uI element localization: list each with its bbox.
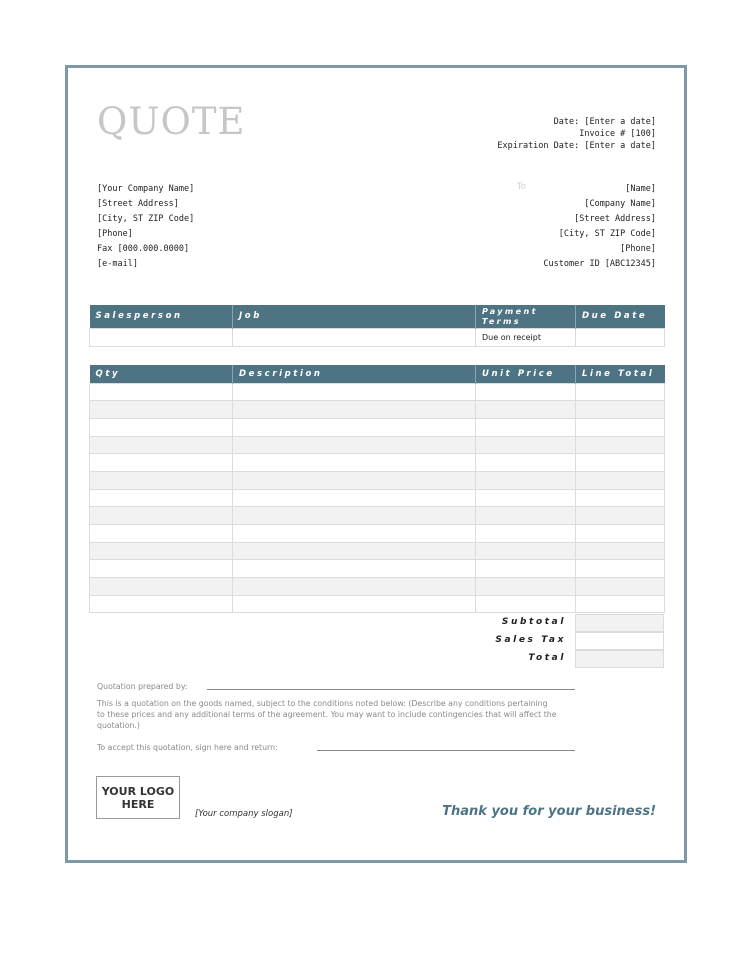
unit-price-cell[interactable] xyxy=(476,595,576,613)
line-total-cell[interactable] xyxy=(576,507,665,525)
description-cell[interactable] xyxy=(233,560,476,578)
description-cell[interactable] xyxy=(233,489,476,507)
logo-text-line1: YOUR LOGO xyxy=(101,784,175,798)
description-cell[interactable] xyxy=(233,418,476,436)
table-row xyxy=(90,542,665,560)
line-total-cell[interactable] xyxy=(576,595,665,613)
qty-cell[interactable] xyxy=(90,418,233,436)
salesperson-cell[interactable] xyxy=(90,328,233,346)
unit-price-cell[interactable] xyxy=(476,507,576,525)
qty-cell[interactable] xyxy=(90,383,233,401)
line-items-header xyxy=(90,365,665,383)
date-field[interactable]: Date: [Enter a date] xyxy=(553,117,656,127)
subtotal-field[interactable] xyxy=(575,614,664,632)
logo-text-line2: HERE xyxy=(121,797,155,811)
from-email[interactable]: [e-mail] xyxy=(97,259,138,269)
description-cell[interactable] xyxy=(233,542,476,560)
unit-price-cell[interactable] xyxy=(476,401,576,419)
sales-tax-field[interactable] xyxy=(575,632,664,650)
qty-cell[interactable] xyxy=(90,471,233,489)
page-title: QUOTE xyxy=(97,100,246,143)
qty-cell[interactable] xyxy=(90,578,233,596)
from-fax[interactable]: Fax [000.000.0000] xyxy=(97,244,190,254)
description-cell[interactable] xyxy=(233,595,476,613)
line-total-cell[interactable] xyxy=(576,489,665,507)
table-row xyxy=(90,418,665,436)
to-name[interactable]: [Name] xyxy=(625,184,656,194)
table-row xyxy=(90,471,665,489)
logo-placeholder[interactable] xyxy=(96,776,180,819)
qty-cell[interactable] xyxy=(90,401,233,419)
line-total-cell[interactable] xyxy=(576,401,665,419)
unit-price-cell[interactable] xyxy=(476,454,576,472)
qty-cell[interactable] xyxy=(90,560,233,578)
unit-price-cell[interactable] xyxy=(476,542,576,560)
description-cell[interactable] xyxy=(233,507,476,525)
total-label: Total xyxy=(528,653,566,663)
qty-cell[interactable] xyxy=(90,454,233,472)
line-total-cell[interactable] xyxy=(576,525,665,543)
table-row xyxy=(90,401,665,419)
table-row xyxy=(90,507,665,525)
prepared-by-line[interactable] xyxy=(207,689,575,690)
unit-price-cell[interactable] xyxy=(476,383,576,401)
qty-cell[interactable] xyxy=(90,436,233,454)
description-cell[interactable] xyxy=(233,471,476,489)
from-company-name[interactable]: [Your Company Name] xyxy=(97,184,195,194)
company-slogan[interactable]: [Your company slogan] xyxy=(195,809,293,819)
table-row xyxy=(90,595,665,613)
unit-price-cell[interactable] xyxy=(476,578,576,596)
description-cell[interactable] xyxy=(233,401,476,419)
to-street-address[interactable]: [Street Address] xyxy=(574,214,656,224)
subtotal-label: Subtotal xyxy=(501,617,566,627)
line-total-cell[interactable] xyxy=(576,560,665,578)
unit-price-cell[interactable] xyxy=(476,489,576,507)
payment-terms-header-line2: Terms xyxy=(482,316,521,326)
line-items-table xyxy=(89,365,665,613)
table-row xyxy=(90,436,665,454)
qty-cell[interactable] xyxy=(90,525,233,543)
table-row xyxy=(90,489,665,507)
to-address-block xyxy=(543,182,656,272)
qty-cell[interactable] xyxy=(90,489,233,507)
line-total-cell[interactable] xyxy=(576,471,665,489)
qty-cell[interactable] xyxy=(90,542,233,560)
line-total-cell[interactable] xyxy=(576,454,665,472)
signature-line[interactable] xyxy=(317,750,575,751)
qty-header: Qty xyxy=(90,365,233,383)
payment-terms-header-line1: Payment xyxy=(482,306,538,316)
table-row xyxy=(90,578,665,596)
table-row xyxy=(90,560,665,578)
unit-price-cell[interactable] xyxy=(476,560,576,578)
job-header: Job xyxy=(233,305,476,328)
description-cell[interactable] xyxy=(233,578,476,596)
table-row xyxy=(90,525,665,543)
qty-cell[interactable] xyxy=(90,595,233,613)
unit-price-cell[interactable] xyxy=(476,471,576,489)
due-date-cell[interactable] xyxy=(576,328,665,346)
qty-cell[interactable] xyxy=(90,507,233,525)
invoice-number-field[interactable]: Invoice # [100] xyxy=(579,129,656,139)
unit-price-cell[interactable] xyxy=(476,525,576,543)
customer-id[interactable]: Customer ID [ABC12345] xyxy=(543,259,656,269)
to-phone[interactable]: [Phone] xyxy=(620,244,656,254)
description-cell[interactable] xyxy=(233,454,476,472)
job-table-row xyxy=(90,328,665,346)
prepared-by-label: Quotation prepared by: xyxy=(97,682,188,691)
conditions-text: This is a quotation on the goods named, subject to the conditions noted below: (Describe any conditions pertaining to these prices and any additional terms of the agreement. You may want to include contingencies that will affect the quotation.) xyxy=(97,699,557,730)
due-date-header: Due Date xyxy=(576,305,665,328)
description-cell[interactable] xyxy=(233,383,476,401)
to-city-state-zip[interactable]: [City, ST ZIP Code] xyxy=(558,229,656,239)
to-company-name[interactable]: [Company Name] xyxy=(584,199,656,209)
unit-price-cell[interactable] xyxy=(476,418,576,436)
payment-terms-cell[interactable]: Due on receipt xyxy=(476,328,576,346)
unit-price-header: Unit Price xyxy=(476,365,576,383)
description-header: Description xyxy=(233,365,476,383)
job-cell[interactable] xyxy=(233,328,476,346)
to-label: To xyxy=(517,182,526,192)
line-total-cell[interactable] xyxy=(576,578,665,596)
line-total-cell[interactable] xyxy=(576,418,665,436)
from-address-block xyxy=(97,182,194,272)
from-street-address[interactable]: [Street Address] xyxy=(97,199,179,209)
description-cell[interactable] xyxy=(233,436,476,454)
line-total-cell[interactable] xyxy=(576,383,665,401)
accept-label: To accept this quotation, sign here and return: xyxy=(97,743,278,752)
expiration-date-field[interactable]: Expiration Date: [Enter a date] xyxy=(497,141,656,151)
from-city-state-zip[interactable]: [City, ST ZIP Code] xyxy=(97,214,195,224)
unit-price-cell[interactable] xyxy=(476,436,576,454)
line-total-cell[interactable] xyxy=(576,436,665,454)
table-row xyxy=(90,383,665,401)
description-cell[interactable] xyxy=(233,525,476,543)
quote-meta xyxy=(497,116,656,152)
payment-terms-header xyxy=(476,305,576,328)
table-row xyxy=(90,454,665,472)
job-table-header xyxy=(90,305,665,328)
salesperson-header: Salesperson xyxy=(90,305,233,328)
line-total-header: Line Total xyxy=(576,365,665,383)
sales-tax-label: Sales Tax xyxy=(495,635,566,645)
quote-page xyxy=(65,65,687,863)
thank-you-message: Thank you for your business! xyxy=(442,804,656,819)
job-table xyxy=(89,305,665,347)
from-phone[interactable]: [Phone] xyxy=(97,229,133,239)
total-field[interactable] xyxy=(575,650,664,668)
line-total-cell[interactable] xyxy=(576,542,665,560)
